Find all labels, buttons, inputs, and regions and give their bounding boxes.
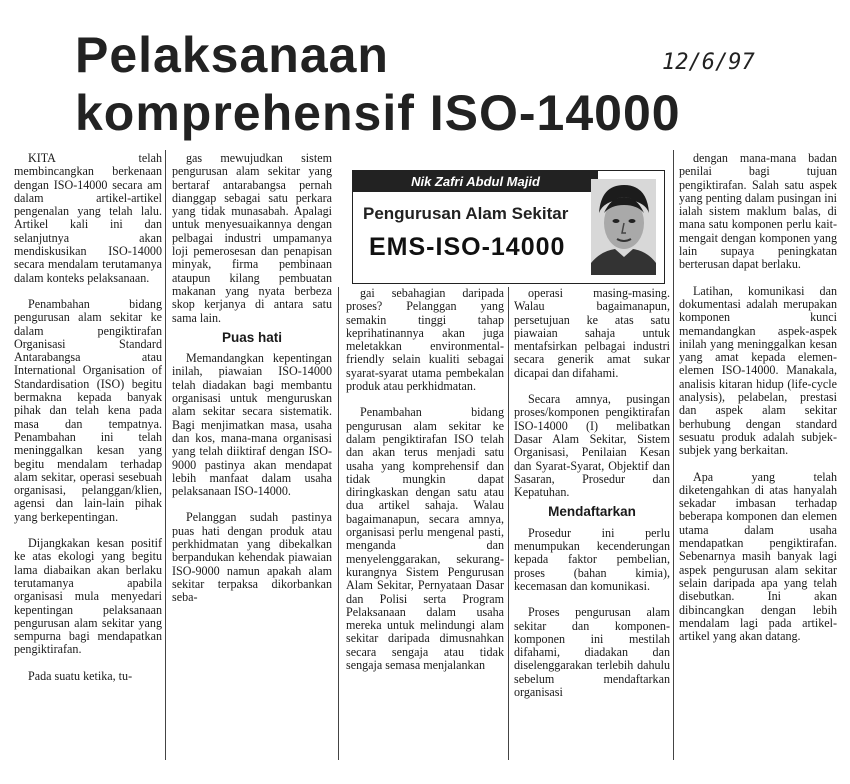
- paragraph: Penambahan bidang pengurusan alam sekitar ke dalam pengiktirafan ISO telah dan akan terus menjadi satu usaha yang komprehensif dan tidak mungkin dapat diringkaskan dengan satu atau dua artikel sahaja. Walau bagaimanapun, secara amnya, organisasi perlu mengenal pasti, menganda dan menyelenggarakan, sekurang-kurangnya Sistem Pengurusan Alam Sekitar, Pernyataan Dasar dan Polisi serta Program Pelaksanaan dalam usaha mereka untuk melindungi alam sekitar daripada dimusnahkan secara sengaja atau tidak sengaja semasa menjalankan: [346, 405, 504, 673]
- column-rule: [338, 287, 339, 760]
- subheading-mendaftarkan: Mendaftarkan: [548, 504, 636, 520]
- headline-line-2: komprehensif ISO-14000: [75, 85, 681, 141]
- article-column-2: [172, 152, 332, 605]
- paragraph: Dijangkakan kesan positif ke atas ekologi yang begitu lama diabaikan akan berlaku terutamanya apabila organisasi mula menyedari kepentingan pelaksanaan pengurusan alam sekitar yang sempurna bagi mendapatkan pengiktirafan.: [14, 536, 162, 657]
- author-photo: [591, 179, 656, 275]
- paragraph: Pelanggan sudah pastinya puas hati dengan produk atau perkhidmatan yang dibekalkan berpandukan kehendak piawaian ISO-9000 namun apakah alam sekitar terpaksa dikorbankan seba-: [172, 510, 332, 605]
- column-rule: [673, 150, 674, 760]
- handwritten-date: 12/6/97: [662, 50, 755, 75]
- author-byline: Nik Zafri Abdul Majid: [353, 171, 598, 192]
- paragraph: KITA telah membincangkan berkenaan dengan ISO-14000 secara am dalam artikel-artikel pengenalan yang telah lalu. Artikel kali ini dan selanjutnya akan mendiskusikan ISO-14000 secara mendalam terutamanya dalam konteks pelaksanaan.: [14, 151, 162, 285]
- paragraph: Prosedur ini perlu menumpukan kecenderungan kepada faktor pembelian, proses (bahan kimia), kecemasan dan komunikasi.: [514, 525, 670, 593]
- paragraph: Apa yang telah diketengahkan di atas hanyalah sekadar imbasan terhadap beberapa komponen dan elemen utama dalam usaha mendapatkan pengiktirafan. Sebenarnya masih banyak lagi aspek pengurusan alam sekitar selain daripada apa yang telah disebutkan. Ini akan dibincangkan dengan lebih mendalam lagi pada artikel-artikel yang akan datang.: [679, 469, 837, 644]
- paragraph: Proses pengurusan alam sekitar dan komponen-komponen ini mestilah difahami, diadakan dan diselenggarakan terlebih dahulu sebelum mendaftarkan organisasi: [514, 605, 670, 700]
- column-title: Pengurusan Alam Sekitar: [363, 204, 569, 223]
- paragraph: operasi masing-masing. Walau bagaimanapun, persetujuan ke atas satu piawaian sahaja untuk mentafsirkan pelbagai industri secara generik amat sukar dicapai dan difahami.: [514, 286, 670, 380]
- column-code: EMS-ISO-14000: [369, 233, 566, 261]
- paragraph: Memandangkan kepentingan inilah, piawaian ISO-14000 telah diadakan bagi membantu organisasi untuk menguruskan alam sekitar secara sistematik. Bagi menjimatkan masa, usaha dan kos, mana-mana organisasi yang telah diiktiraf dengan ISO-9000 pastinya akan mendapat lebih manfaat dalam usaha pelaksanaan ISO-14000.: [172, 351, 332, 499]
- headline-line-1: Pelaksanaan: [75, 27, 389, 83]
- paragraph: Latihan, komunikasi dan dokumentasi adalah merupakan komponen kunci memandangkan aspek-aspek inilah yang meninggalkan kesan yang amat kepada elemen-elemen ISO-14000. Manakala, analisis kitaran hidup (life-cycle analysis), pelabelan, prestasi dan aspek alam sekitar berhubung dengan standard sesuatu produk adalah subjek-subjek yang berkaitan.: [679, 283, 837, 458]
- paragraph: Pada suatu ketika, tu-: [28, 668, 133, 683]
- paragraph: Penambahan bidang pengurusan alam sekitar ke dalam pengiktirafan Organisasi Standard Antarabangsa atau International Organisation of Standardisation (ISO) begitu bermakna kepada banyak pihak dan telah kena pada masa dan tempatnya. Penambahan ini telah meninggalkan kesan yang begitu mendalam terhadap alam sekitar, operasi sesebuah organisasi, pelanggan/klien, agensi dan lain-lain pihak yang berkepentingan.: [14, 296, 162, 524]
- article-column-1: [14, 152, 162, 683]
- paragraph: Secara amnya, pusingan proses/komponen pengiktirafan ISO-14000 (I) melibatkan Dasar Alam Sekitar, Sistem Organisasi, Penilaian Kesan dan Syarat-Syarat, Objektif dan Sasaran, Prosedur dan Kepatuhan.: [514, 392, 670, 500]
- subheading-puas-hati: Puas hati: [221, 329, 283, 345]
- article-column-4: [514, 287, 670, 699]
- paragraph: gai sebahagian daripada proses? Pelanggan yang semakin tinggi tahap keprihatinannya akan juga meletakkan environmental-friendly selain kualiti sebagai syarat-syarat utama pembekalan produk atau perkhidmatan.: [346, 286, 504, 394]
- column-rule: [165, 150, 166, 760]
- column-banner: [352, 170, 665, 284]
- article-column-3: [346, 287, 504, 672]
- paragraph: dengan mana-mana badan penilai bagi tujuan pengiktirafan. Salah satu aspek yang penting dalam pusingan ini ialah sistem maklum balas, di mana satu komponen perlu kait-mengait dengan komponen yang lain supaya peningkatan berterusan dapat berlaku.: [679, 151, 837, 272]
- paragraph: gas mewujudkan sistem pengurusan alam sekitar yang bertaraf antarabangsa pernah dianggap sebagai satu perkara yang tidak munasabah. Apalagi untuk menyesuaikannya dengan pelbagai industri umpamanya loji pemerosesan dan penapisan minyak, firma pembinaan ataupun kilang pembuatan makanan yang nyata berbeza skop kerjanya di antara satu sama lain.: [172, 151, 332, 325]
- article-column-5: [679, 152, 837, 643]
- column-rule: [508, 287, 509, 760]
